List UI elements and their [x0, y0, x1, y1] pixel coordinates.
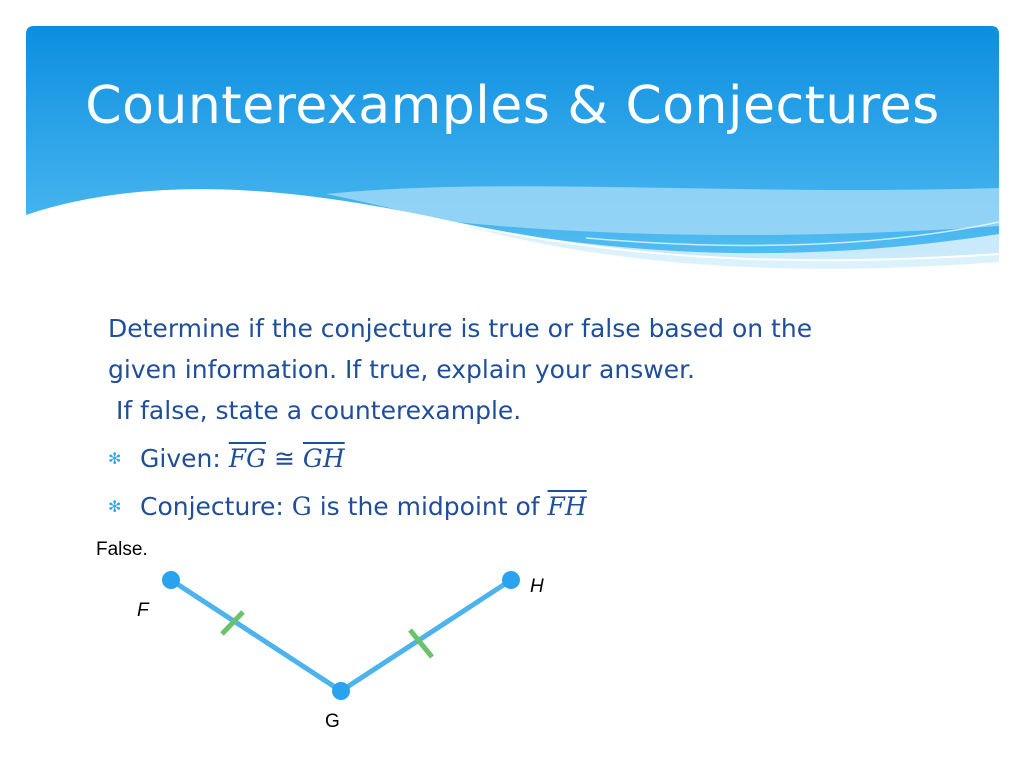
conjecture-bullet — [108, 483, 948, 531]
point-f-label: F — [137, 600, 149, 621]
answer-label: False. — [96, 539, 148, 560]
slide-title: Counterexamples & Conjectures — [85, 76, 940, 136]
segment-fg-line — [171, 580, 341, 691]
conjecture-prefix: Conjecture: — [140, 492, 292, 521]
banner-graphic — [26, 26, 999, 290]
point-g-dot — [332, 682, 350, 700]
segment-gh-line — [341, 580, 511, 691]
point-h-dot — [502, 571, 520, 589]
intro-line-3: If false, state a counterexample. — [116, 396, 522, 425]
bullet-list — [108, 435, 948, 531]
asterisk-bullet-icon: ✻ — [108, 497, 122, 516]
intro-line-2: given information. If true, explain your answer. — [108, 355, 695, 384]
segment-fh: $\overline{FH}$ — [547, 492, 587, 521]
intro-line-1: Determine if the conjecture is true or false based on the — [108, 314, 813, 343]
counterexample-diagram — [130, 560, 570, 750]
point-g-text: G — [291, 492, 312, 521]
title-banner — [26, 26, 999, 290]
given-bullet — [108, 435, 948, 483]
point-g-label: G — [325, 711, 340, 732]
conjecture-middle: is the midpoint of — [311, 492, 548, 521]
slide-body — [108, 308, 948, 531]
given-prefix: Given: — [140, 444, 229, 473]
point-h-label: H — [530, 576, 544, 597]
segment-fg: $\overline{FG}$ — [228, 444, 267, 473]
segment-gh: $\overline{GH}$ — [302, 444, 345, 473]
asterisk-bullet-icon: ✻ — [108, 449, 122, 468]
point-f-dot — [162, 571, 180, 589]
congruent-symbol: ≅ — [266, 444, 303, 473]
